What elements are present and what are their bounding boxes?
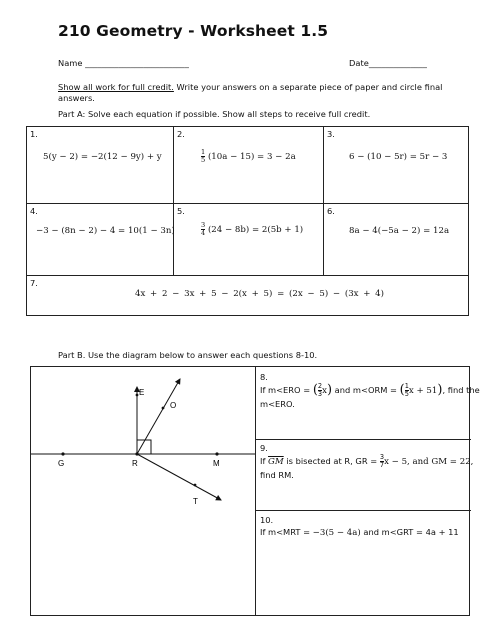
problem-5: [174, 204, 323, 275]
equation: 8a − 4(−5a − 2) = 12a: [349, 226, 450, 236]
show-work-note: Show all work for full credit.: [58, 82, 174, 92]
question-number: 9.: [260, 443, 268, 453]
equation-row: [201, 149, 296, 164]
equation: 4x + 2 − 3x + 5 − 2(x + 5) = (2x − 5) − (3x + 4): [135, 289, 385, 299]
point-g: [61, 452, 64, 455]
question-10-line1: If m<MRT = −3(5 − 4a) and m<GRT = 4a + 11: [260, 527, 459, 538]
part-b-grid: [30, 366, 480, 616]
problem-number: 3.: [327, 129, 335, 139]
point-m: [215, 452, 218, 455]
problem-6: [324, 204, 470, 275]
problem-4: [27, 204, 173, 275]
angle-diagram: [31, 367, 255, 615]
divider: [255, 439, 471, 440]
instructions-line2: answers.: [58, 93, 95, 103]
divider: [255, 367, 256, 615]
problem-3: [324, 127, 470, 203]
problem-number: 6.: [327, 206, 335, 216]
question-number: 10.: [260, 515, 274, 525]
equation: (10a − 15) = 3 − 2a: [207, 152, 296, 162]
instructions-line1: Write your answers on a separate piece of paper and circle final: [173, 82, 443, 92]
name-blank: _________________________: [85, 58, 189, 68]
question-9-line2: find RM.: [260, 470, 294, 480]
point-e: [136, 394, 139, 397]
part-a-heading: Part A: Solve each equation if possible. Show all steps to receive full credit.: [58, 109, 371, 119]
question-number: 8.: [260, 372, 268, 382]
part-a-grid: [26, 126, 469, 316]
problem-number: 4.: [30, 206, 38, 216]
equation: −3 − (8n − 2) − 4 = 10(1 − 3n): [36, 226, 175, 236]
label-m: M: [213, 459, 220, 468]
equation: 6 − (10 − 5r) = 5r − 3: [349, 152, 448, 162]
question-9-line1: If $\overline{GM}$ is bisected at R, GR = $\frac{3}{7}$ x − 5, and GM = 22,: [260, 453, 474, 469]
label-t: T: [193, 497, 198, 506]
fraction: $\frac{2}{3}$: [317, 382, 323, 398]
date-blank: ______________: [368, 58, 427, 68]
problem-number: 5.: [177, 206, 185, 216]
instructions: [58, 82, 478, 104]
date-line: [349, 58, 427, 69]
label-e: E: [139, 388, 145, 397]
fraction: $\frac{1}{5}$: [201, 148, 206, 164]
problem-2: [174, 127, 323, 203]
date-label: Date: [349, 58, 369, 68]
question-8: [260, 371, 480, 410]
problem-1: [27, 127, 173, 203]
name-label: Name: [58, 58, 83, 68]
worksheet-title: 210 Geometry - Worksheet 1.5: [58, 22, 329, 40]
point-t: [194, 484, 197, 487]
part-b-heading: Part B. Use the diagram below to answer each questions 8-10.: [58, 350, 318, 360]
ray-rt: [137, 454, 221, 500]
segment-gm: $\overline{GM}$: [268, 457, 284, 467]
question-10: [260, 514, 466, 539]
fraction: $\frac{3}{7}$: [379, 453, 385, 469]
fraction: $\frac{3}{4}$: [201, 221, 206, 237]
point-o: [162, 407, 165, 410]
name-line: [58, 58, 189, 69]
fraction: $\frac{1}{5}$: [404, 382, 409, 398]
label-g: G: [58, 459, 65, 468]
equation: (24 − 8b) = 2(5b + 1): [207, 225, 304, 235]
problem-7: [27, 276, 470, 317]
equation-row: [201, 222, 303, 237]
question-8-line1: If m<ERO = ( $\frac{2}{3}$ x) and m<ORM = ( $\frac{1}{5}$ x + 51), find the: [260, 382, 480, 398]
question-9: [260, 442, 474, 481]
equation: 5(y − 2) = −2(12 − 9y) + y: [43, 152, 162, 162]
question-8-line2: m<ERO.: [260, 399, 295, 409]
problem-number: 1.: [30, 129, 38, 139]
label-r: R: [132, 459, 138, 468]
divider: [255, 510, 471, 511]
label-o: O: [170, 401, 177, 410]
point-r: [135, 452, 138, 455]
problem-number: 2.: [177, 129, 185, 139]
problem-number: 7.: [30, 278, 38, 288]
